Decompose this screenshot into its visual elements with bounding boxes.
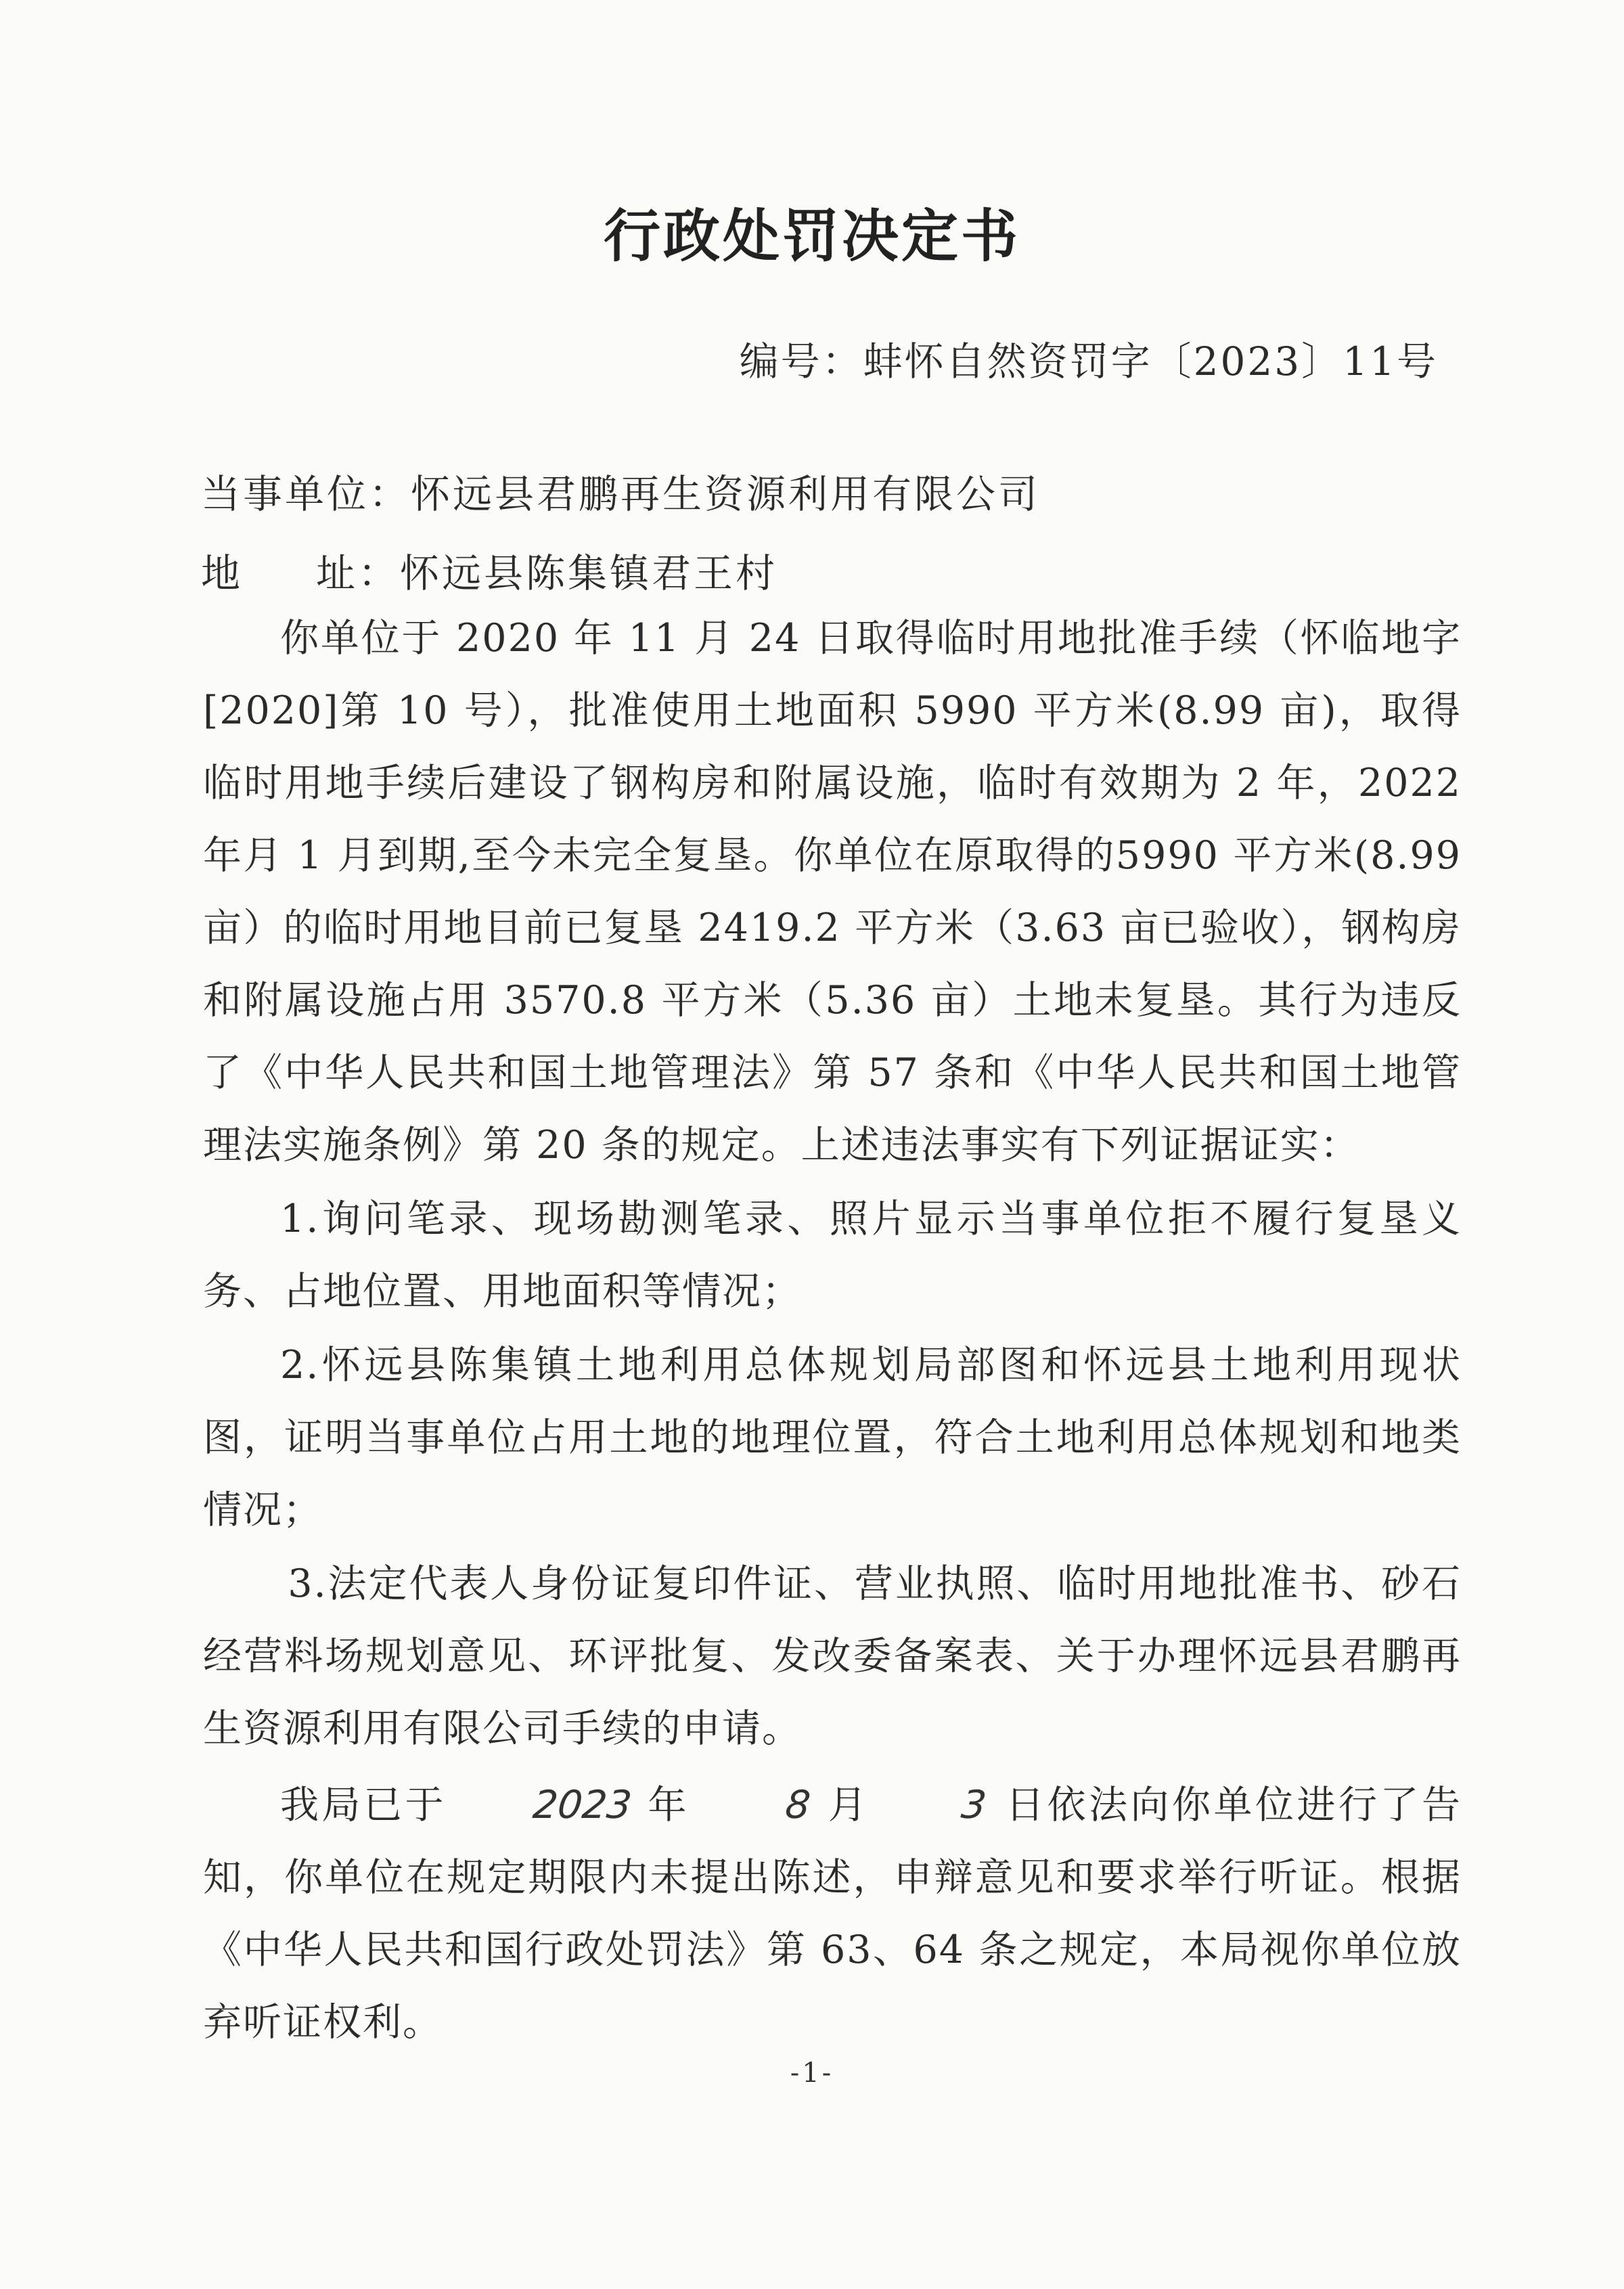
notice-month-unit: 月	[826, 1783, 870, 1827]
evidence-item-3: 3.法定代表人身份证复印件证、营业执照、临时用地批准书、砂石经营料场规划意见、环评批复、发改委备案表、关于办理怀远县君鹏再生资源利用有限公司手续的申请。	[203, 1561, 1462, 1751]
notice-paragraph	[203, 1769, 1462, 2059]
address-line	[201, 541, 777, 598]
address-label-part-1: 地	[201, 550, 244, 596]
notice-year-unit: 年	[646, 1783, 690, 1827]
facts-paragraph: 你单位于 2020 年 11 月 24 日取得临时用地批准手续（怀临地字[2020]第 10 号），批准使用土地面积 5990 平方米(8.99 亩)，取得临时用地手续后建设了钢构房和附属设施，临时有效期为 2 年，2022年月 1 月到期,至今未完全复垦。你单位在原取得的5990 平方米(8.99亩）的临时用地目前已复垦 2419.2 平方米（3.63 亩已验收），钢构房和附属设施占用 3570.8 平方米（5.36 亩）土地未复垦。其行为违反了《中华人民共和国土地管理法》第 57 条和《中华人民共和国土地管理法实施条例》第 20 条的规定。上述违法事实有下列证据证实：	[203, 616, 1462, 1168]
address-label	[201, 550, 400, 596]
address-label-part-2: 址：	[316, 550, 401, 596]
handwritten-month: 8	[783, 1783, 814, 1827]
evidence-item-2: 2.怀远县陈集镇土地利用总体规划局部图和怀远县土地利用现状图，证明当事单位占用土地的地理位置，符合土地利用总体规划和地类情况；	[203, 1343, 1462, 1532]
page-number: -1-	[790, 2058, 834, 2089]
evidence-item-1: 1.询问笔录、现场勘测笔录、照片显示当事单位拒不履行复垦义务、占地位置、用地面积等情况；	[203, 1197, 1462, 1314]
party-label: 当事单位：	[201, 471, 411, 517]
address-value: 怀远县陈集镇君王村	[400, 550, 778, 596]
party-value: 怀远县君鹏再生资源利用有限公司	[411, 471, 1041, 517]
handwritten-year: 2023	[531, 1783, 634, 1827]
document-title: 行政处罚决定书	[603, 203, 1020, 269]
handwritten-day: 3	[959, 1783, 991, 1827]
party-line	[201, 462, 1040, 519]
notice-rest: 日依法向你单位进行了告知，你单位在规定期限内未提出陈述，申辩意见和要求举行听证。根据《中华人民共和国行政处罚法》第 63、64 条之规定，本局视你单位放弃听证权利。	[203, 1783, 1462, 2045]
document-body	[203, 602, 1462, 2059]
document-number: 编号：蚌怀自然资罚字〔2023〕11号	[739, 338, 1438, 384]
notice-prefix: 我局已于	[280, 1783, 447, 1827]
